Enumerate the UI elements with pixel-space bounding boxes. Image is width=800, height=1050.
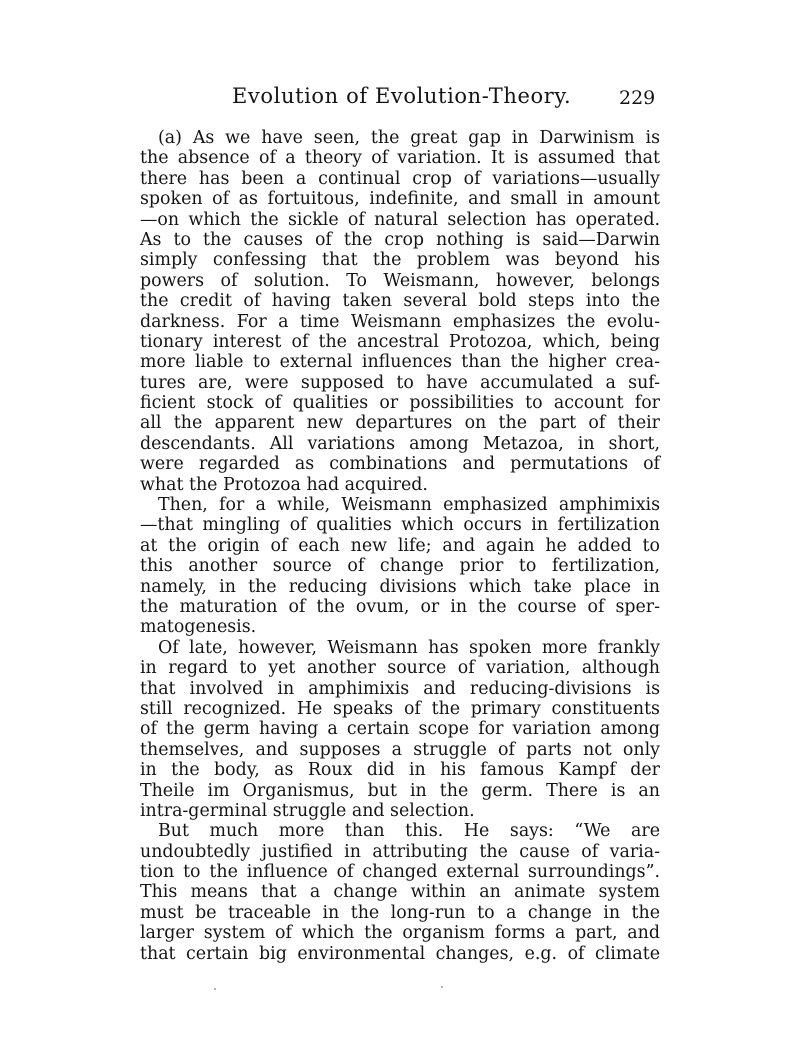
text-line: all the apparent new departures on the part of their [140,413,660,434]
page-header [140,84,660,112]
text-line: descendants. All variations among Metazoa, in short, [140,433,660,454]
text-line: namely, in the reducing divisions which take place in [140,576,660,597]
paragraph-4 [140,821,660,964]
text-line: ficient stock of qualities or possibilities to account for [140,393,660,414]
paragraph-2 [140,495,660,638]
text-line: there has been a continual crop of variations—usually [140,168,660,189]
text-line: intra-germinal struggle and selection. [140,800,475,821]
text-line: that involved in amphimixis and reducing-divisions is [140,678,660,699]
page-specks [0,986,800,992]
paragraph-3 [140,638,660,822]
text-line: Theile im Organismus, but in the germ. There is an [140,780,660,801]
text-line: powers of solution. To Weismann, however, belongs [140,270,660,291]
text-line: spoken of as fortuitous, indefinite, and small in amount [140,189,660,210]
text-line: of the germ having a certain scope for variation among [140,719,660,740]
text-line: the credit of having taken several bold steps into the [140,291,660,312]
text-line: undoubtedly justified in attributing the cause of varia- [140,841,660,862]
text-line: the absence of a theory of variation. It is assumed that [140,148,660,169]
text-line: matogenesis. [140,617,257,638]
text-line: still recognized. He speaks of the primary constituents [140,698,660,719]
text-line: Of late, however, Weismann has spoken more frankly [158,637,660,658]
text-line: But much more than this. He says: “We are [158,821,660,842]
text-line: larger system of which the organism forms a part, and [140,923,660,944]
text-line: tionary interest of the ancestral Protozoa, which, being [140,331,660,352]
text-line: the maturation of the ovum, or in the course of sper- [140,596,660,617]
text-line: —on which the sickle of natural selection has operated. [140,209,660,230]
text-line: (a) As we have seen, the great gap in Darwinism is [158,128,660,148]
paragraph-1 [140,128,660,495]
page-number: 229 [619,87,656,109]
text-line: in the body, as Roux did in his famous Kampf der [140,760,660,781]
text-line: As to the causes of the crop nothing is said—Darwin [140,229,660,250]
text-line: more liable to external influences than the higher crea- [140,352,660,373]
text-line: were regarded as combinations and permutations of [140,454,660,475]
text-line: —that mingling of qualities which occurs in fertilization [140,515,660,536]
text-line: darkness. For a time Weismann emphasizes the evolu- [140,311,660,332]
text-line: this another source of change prior to fertilization, [140,556,660,577]
text-line: what the Protozoa had acquired. [140,474,428,495]
text-line: tures are, were supposed to have accumulated a suf- [140,372,660,393]
text-line: that certain big environmental changes, e.g. of climate [140,943,660,964]
speck [214,988,216,990]
text-line: at the origin of each new life; and again he added to [140,535,660,556]
speck [441,986,443,988]
text-line: simply confessing that the problem was beyond his [140,250,660,271]
body-text [140,128,660,964]
text-line: must be traceable in the long-run to a change in the [140,902,660,923]
text-line: This means that a change within an animate system [140,882,660,903]
text-line: themselves, and supposes a struggle of parts not only [140,739,660,760]
text-line: in regard to yet another source of variation, although [140,658,660,679]
text-line: Then, for a while, Weismann emphasized amphimixis [158,495,660,516]
text-line: tion to the influence of changed external surroundings”. [140,862,660,883]
running-head: Evolution of Evolution-Theory. [232,84,572,108]
